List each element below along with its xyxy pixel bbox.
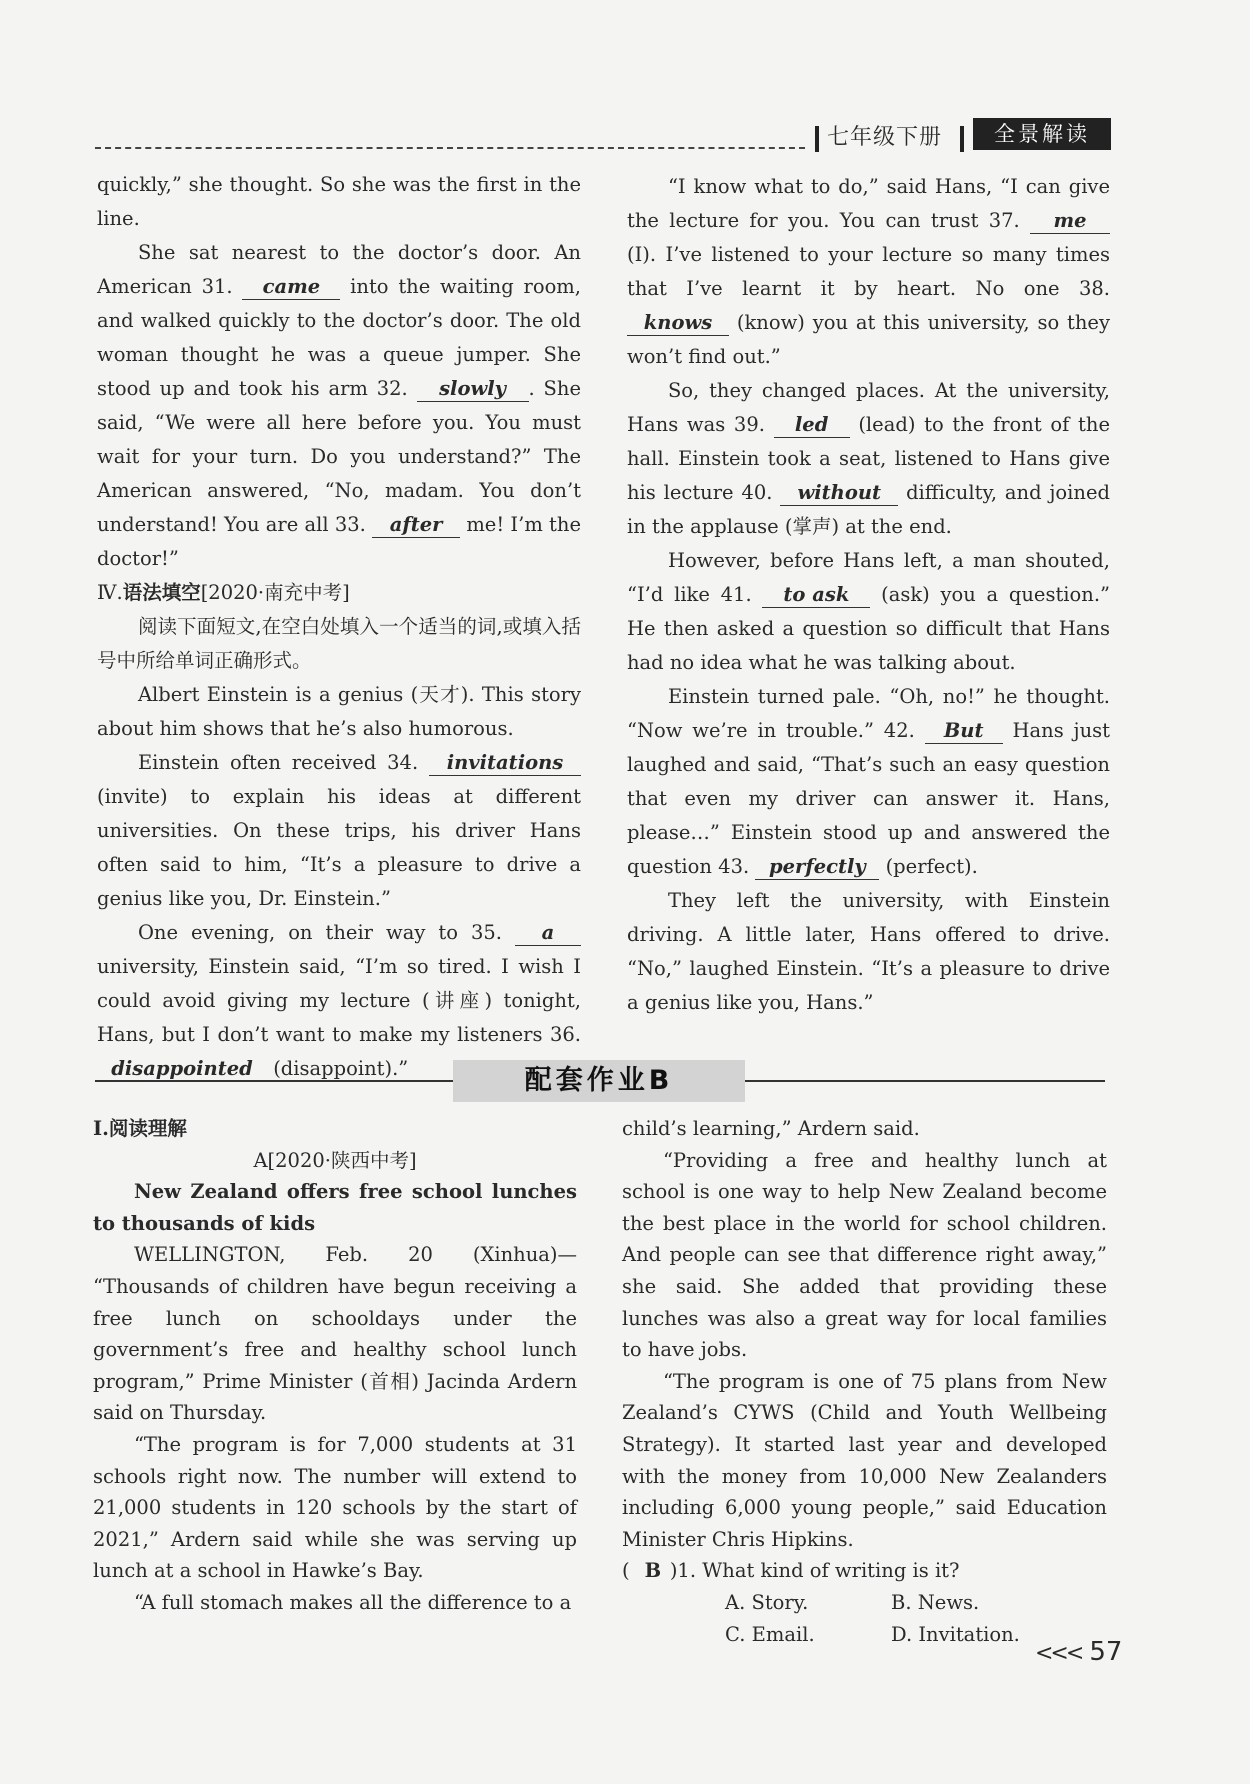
answer-blank-43: perfectly [755, 855, 879, 880]
page-header [95, 118, 1115, 154]
paragraph: “I know what to do,” said Hans, “I can give the lecture for you. You can trust 37. me (I). I’ve listened to your lecture so many times that I’ve learnt it by heart. No one 38. knows (know) you at this university, so they won’t find out.” [627, 175, 1110, 368]
passage-headline: New Zealand offers free school lunches to thousands of kids [93, 1180, 577, 1235]
paragraph: So, they changed places. At the university, Hans was 39. led (lead) to the front of the hall. Einstein took a seat, listened to Hans give his lecture 40. without difficulty, and joined in the applause (掌声) at the end. [627, 379, 1110, 538]
left-column-top [97, 168, 581, 1086]
option-c: C. Email. [725, 1622, 815, 1646]
section-heading: Ⅰ.阅读理解 [93, 1117, 187, 1140]
answer-blank-35: a [515, 921, 581, 946]
page-number: 57 [1089, 1637, 1123, 1667]
right-column-bottom [622, 1113, 1107, 1650]
paragraph: child’s learning,” Ardern said. [622, 1117, 920, 1140]
option-d: D. Invitation. [891, 1622, 1020, 1646]
header-divider [815, 126, 819, 152]
passage-source: A[2020·陕西中考] [253, 1148, 417, 1172]
back-arrows-icon: <<< [1035, 1641, 1082, 1666]
answer-blank-40: without [780, 481, 898, 506]
header-divider [960, 126, 964, 152]
header-brand: 全景解读 [973, 118, 1111, 150]
answer-blank-31: came [242, 275, 340, 300]
option-b: B. News. [891, 1590, 980, 1614]
paragraph: “The program is one of 75 plans from New Zealand’s CYWS (Child and Youth Wellbeing Strategy). It started last year and developed with the money from 10,000 New Zealanders including 6,000 young people,” said Education Minister Chris Hipkins. [622, 1369, 1107, 1551]
paragraph: “Providing a free and healthy lunch at school is one way to help New Zealand become the best place in the world for school children. And people can see that difference right away,” she said. She added that providing these lunches was also a great way for local families to have jobs. [622, 1148, 1107, 1362]
answer-blank-37: me [1030, 209, 1110, 234]
question-1-answer: B [644, 1559, 662, 1583]
answer-blank-33: after [372, 513, 460, 538]
paragraph: quickly,” she thought. So she was the first in the line. [97, 173, 581, 230]
question-1: ( B )1. What kind of writing is it? [622, 1555, 1107, 1587]
paragraph: She sat nearest to the doctor’s door. An American 31. came into the waiting room, and walked quickly to the doctor’s door. The old woman thought he was a queue jumper. She stood up and took his arm 32. slowly . She said, “We were all here before you. You must wait for your turn. Do you understand?” The American answered, “No, madam. You don’t understand! You are all 33. after me! I’m the doctor!” [97, 241, 581, 570]
answer-blank-32: slowly [417, 377, 529, 402]
paragraph: “The program is for 7,000 students at 31 schools right now. The number will extend to 21,000 students in 120 schools by the start of 2021,” Ardern said while she was serving up lunch at a school in Hawke’s Bay. [93, 1432, 577, 1583]
paragraph: Albert Einstein is a genius (天才). This story about him shows that he’s also humorous. [97, 683, 581, 740]
instruction: 阅读下面短文,在空白处填入一个适当的词,或填入括号中所给单词正确形式。 [97, 615, 581, 672]
paragraph: They left the university, with Einstein driving. A little later, Hans offered to drive. “No,” laughed Einstein. “It’s a pleasure to drive a genius like you, Hans.” [627, 889, 1110, 1014]
answer-blank-42: But [925, 719, 1003, 744]
paragraph: However, before Hans left, a man shouted, “I’d like 41. to ask (ask) you a question.” He then asked a question so difficult that Hans had no idea what he was talking about. [627, 549, 1111, 674]
header-grade: 七年级下册 [827, 125, 943, 150]
paragraph: Einstein turned pale. “Oh, no!” he thought. “Now we’re in trouble.” 42. But Hans just laughed and said, “That’s such an easy question that even my driver can answer it. Hans, please…” Einstein stood up and answered the question 43. perfectly (perfect). [627, 685, 1111, 878]
answer-blank-36: disappointed [97, 1057, 267, 1082]
answer-blank-41: to ask [762, 583, 870, 608]
paragraph: WELLINGTON, Feb. 20 (Xinhua)— “Thousands of children have begun receiving a free lunch on schooldays under the government’s free and healthy school lunch program,” Prime Minister (首相) Jacinda Ardern said on Thursday. [93, 1243, 577, 1425]
paragraph: “A full stomach makes all the difference to a [133, 1590, 572, 1614]
left-column-bottom [93, 1113, 577, 1619]
answer-blank-39: led [774, 413, 850, 438]
option-a: A. Story. [725, 1590, 809, 1614]
right-column-top [627, 170, 1110, 1020]
answer-blank-34: invitations [429, 751, 581, 776]
section-heading: Ⅳ.语法填空[2020·南充中考] [97, 581, 350, 604]
paragraph: One evening, on their way to 35. a university, Einstein said, “I’m so tired. I wish I could avoid giving my lecture (讲座) tonight, Hans, but I don’t want to make my listeners 36. disappointed (disappoint).” [97, 921, 581, 1080]
header-dashed-line [95, 147, 805, 149]
section-banner: 配套作业B [453, 1060, 745, 1102]
paragraph: Einstein often received 34. invitations (invite) to explain his ideas at different universities. On these trips, his driver Hans often said to him, “It’s a pleasure to drive a genius like you, Dr. Einstein.” [97, 751, 581, 910]
options-row [622, 1587, 1107, 1619]
page-footer [1035, 1637, 1122, 1667]
answer-blank-38: knows [627, 311, 729, 336]
